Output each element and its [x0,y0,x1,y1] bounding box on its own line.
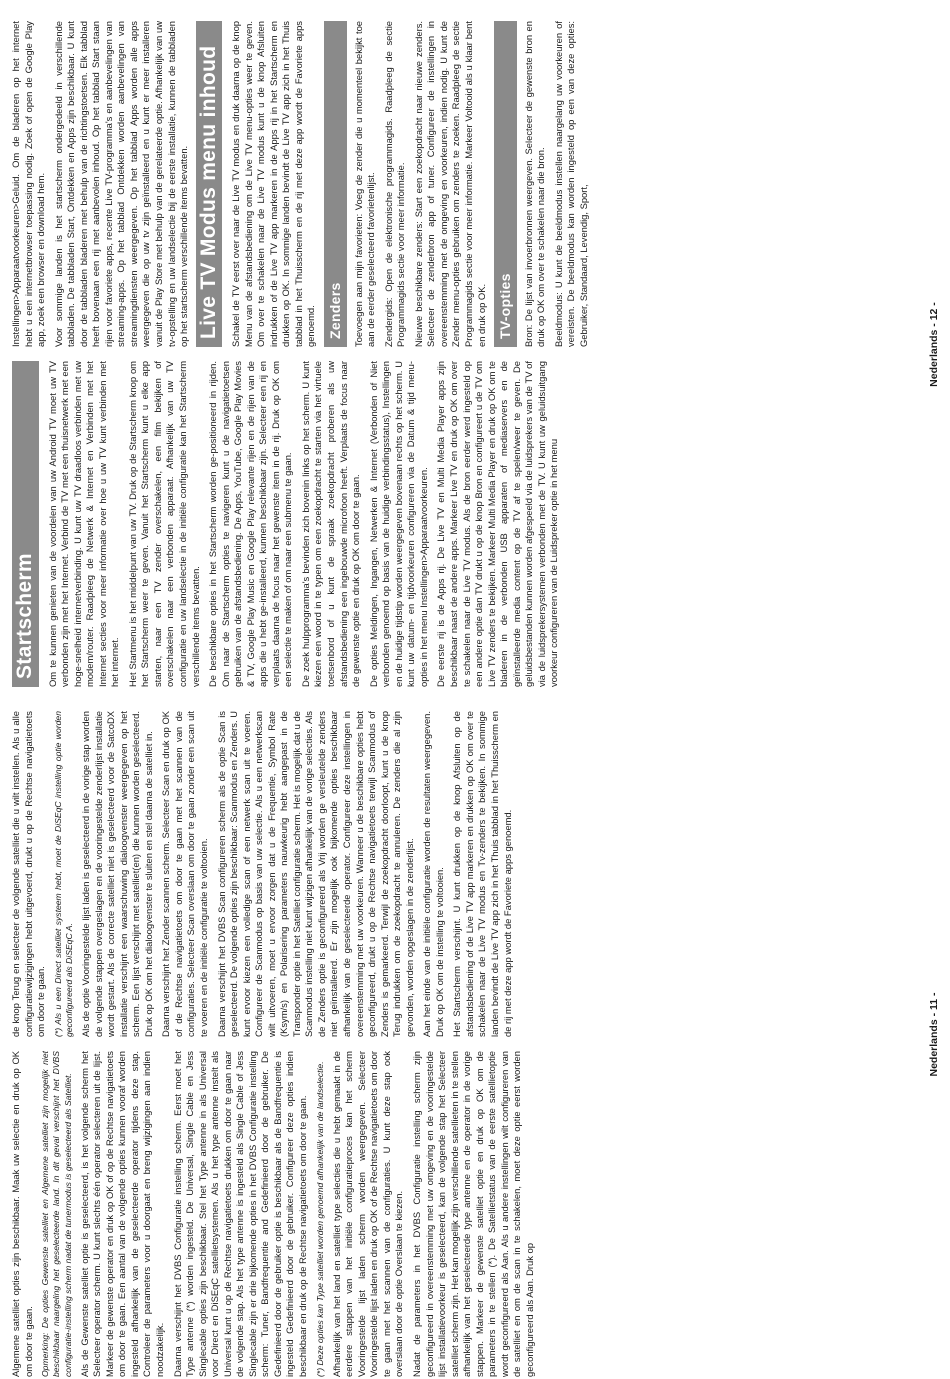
page-footer: Nederlands - 12 - [928,302,940,387]
paragraph: Het Startmenu is het middelpunt van uw TV. Druk op de Startscherm knop om het Startscherm weer te geven. Vanuit het Startscherm kunt u elke app starten, naar een TV zender overschakelen, een film bekijken of overschakelen naar een verbonden apparaat. Afhankelijk van uw TV configuratie en uw landselectie in de initiële configuratie kan het Startscherm verschillende items bevatten. [126,361,201,687]
note: (*) Deze opties kan Type satelliet worden genoemd afhankelijk van de landselectie. [314,1061,325,1377]
paragraph: Schakel de TV eerst over naar de Live TV modus en druk daarna op de knop Menu van de afstandsbediening om de Live TV menu-opties weer te geven. Om over te schakelen naar de Live TV modus kunt u de knop Afsluiten indrukken of de Live TV app markeren in de Apps rij in het Startscherm en drukken op OK. In sommige landen bevindt de Live TV app zich in het Thuis tabblad in het Thuisscherm en de rij met deze app wordt de Favoriete apps genoemd. [230,21,317,347]
paragraph: Voor sommige landen is het startscherm ondergedeeld in verschillende tabbladen. De tabbladen Start, Ontdekken en Apps zijn beschikbaar. U kunt door de tabbladen bladeren met behulp van de richtingstoetsen. Elk tabblad heeft bovenaan een rij met aanbevolen inhoud. Op het tabblad Start staan rijen voor favoriete apps, recente Live TV-programma's en aanbevelingen van streaming-apps. Op het tabblad Ontdekken worden aanbevelingen van streamingdiensten weergegeven. Op het tabblad Apps worden alle apps weergegeven die op uw tv zijn geïnstalleerd en u kunt er meer installeren vanuit de Play Store met behulp van de gerelateerde optie. Afhankelijk van uw tv-opstelling en uw landselectie bij de eerste installatie, kunnen de tabbladen op het startscherm verschillende items bevatten. [52,21,190,347]
paragraph: Bron: De lijst van invoerbronnen weergeven. Selecteer de gewenste bron en druk op OK om over te schakelen naar die bron. [522,21,547,347]
paragraph: Nadat de parameters in het DVBS Configuratie instelling scherm zijn geconfigureerd in overeenstemming met uw omgeving en de vooringestelde lijst installatievoorkeur is geselecteerd, kan de volgende stap het Selecteer satelliet scherm zijn. Het kan mogelijk zijn verschillende satellieten in te stellen afhankelijk van het geselecteerde type antenne en de operator in de vorige stappen. Markeer de gewenste satelliet optie en druk op OK om de parameters in te stellen (*). De Satellietstatus van de eerste satellietoptie wordt geconfigureerd als Aan. Als u andere instellingen wilt configureren van de satelliet en om de scan in te schakelen, moet deze optie eerst worden geconfigureerd als Aan. Druk op [411,1051,535,1377]
paragraph: Afhankelijk van het land en satelliet type selecties die u hebt gemaakt in de eerdere stappen van het initiële configuratieproces kan het scherm Vooringestelde lijst laden scherm worden weergegeven. Selecteer Vooringestelde lijst laden en druk op OK of de Rechtse navigatietoets om door te gaan met het scannen van de configuraties. U kunt deze stap ook overslaan door de optie Overslaan te kiezen. [330,1051,405,1377]
paragraph: Beeldmodus: U kunt de beeldmodus instellen naargelang uw voorkeuren of vereisten. De beeldmodus kan worden ingesteld op een van deze opties: Gebruiker, Standaard, Levendig, Sport, [552,21,589,347]
paragraph: Daarna verschijnt het DVBS Scan configureren scherm als de optie Scan is geselecteerd. De volgende opties zijn beschikbaar: Scanmodus en Zenders. U kunt ervoor kiezen een volledige scan of een netwerk scan uit te voeren. Configureer de Scanmodus op basis van uw selectie. Als u een netwerkscan wilt uitvoeren, moet u ervoor zorgen dat u de Frequentie, Symbol Rate (Ksym/s) en Polarisering parameters nauwkeurig hebt aangepast in de Transponder optie in het Satelliet configuratie scherm. Het is mogelijk dat u de Scanmodus instelling niet kunt wijzigen afhankelijk van de vorige selecties. Als de Zenders optie is geconfigureerd als Vrij worden ge versleutelde zenders niet geïnstalleerd. Er zijn mogelijk ook bijkomende opties beschikbaar afhankelijk van de geselecteerde operator. Configureer deze instellingen in overeenstemming met uw voorkeuren. Wanneer u de beschikbare opties hebt geconfigureerd, drukt u op de Rechtse navigatietoets terwijl Scanmodus of Zenders is gemarkeerd. Terwijl de zoekopdracht doorloopt, kunt u de knop Terug indrukken om de zoekopdracht te annuleren. De zenders die al zijn gevonden, worden opgeslagen in de zenderlijst. [215,711,415,1037]
paragraph: Daarna verschijnt het DVBS Configuratie instelling scherm. Eerst moet het Type antenne (*) worden ingesteld. De Universal, Single Cable en Jess Singlecable opties zijn beschikbaar. Stel het Type antenne in als Universal voor Direct en DiSEqC satellietsystemen. Als u het type antenne instelt als Universal kunt u op de Rechtse navigatietoets drukken om door te gaan naar de volgende stap. Als het type antenne is ingesteld als Single Cable of Jess Singlecable zijn er drie bijkomende opties in het DVBS Configuratie instelling scherm: Tuner, Bandfrequentie and Gedefinieerd door de gebruiker. De Gedefinieerd door de gebruiker optie is beschikbaar als de Bandfrequentie is ingesteld Gedefinieerd door de gebruiker. Configureer deze opties indien beschikbaar en druk op de Rechtse navigatietoets om door te gaan. [171,1051,308,1377]
paragraph: Zendergids: Open de elektronische programmagids. Raadpleeg de sectie Programmagids sectie voor meer informatie. [382,21,407,347]
paragraph: Als de optie Vooringestelde lijst laden is geselecteerd in de vorige stap worden de volgende stappen overgeslagen en de vooringestelde zenderlijst installatie wordt gestart. Als de correcte satelliet niet is geselecteerd voor de SatcoDX installatie verschijnt een waarschuwing dialoogvenster weergegeven op het scherm. Een lijst verschijnt met satelliet(en) die kunnen worden geselecteerd. Druk op OK om het dialoogvenster te sluiten en stel daarna de satelliet in. [80,711,154,1037]
section-heading: Live TV Modus menu inhoud [196,21,223,347]
paragraph: Als de Gewenste satelliet optie is geselecteerd, is het volgende scherm het Selecteer operator scherm. U kunt slechts één operator selecteren uit de lijst. Markeer de gewenste operator en druk op OK of op de Rechtse navigatietoets om door te gaan. Een aantal van de volgende opties kunnen vooraf worden ingesteld afhankelijk van de geselecteerde operator tijdens deze stap. Controleer de parameters voor u doorgaat en breng wijzigingen aan indien noodzakelijk. [78,1051,165,1377]
paragraph: Het Startscherm verschijnt. U kunt drukken op de knop Afsluiten op de afstandsbediening of de Live TV app markeren en drukken op OK om over te schakelen naar de Live TV modus en Tv-zenders te bekijken. In sommige landen bevindt de Live TV app zich in het Thuis tabblad in het Thuisscherm en de rij met deze app wordt de Favoriete apps genoemd. [451,711,513,1037]
paragraph: Algemene satelliet opties zijn beschikbaar. Maak uw selectie en druk op OK om door te gaan. [10,1051,34,1377]
section-heading: Startscherm [12,361,39,687]
paragraph: Instellingen>Apparaatvoorkeuren>Geluid. Om de bladeren op het internet hebt u een internetbrowser toepassing nodig. Zoek of open de Google Play app, zoek een browser en download hem. [10,21,47,347]
page-12-column-1 [10,361,910,687]
page-12 [0,2,950,687]
note: (*) Als u een Direct satelliet systeem hebt, moet de DiSEqC instelling optie worden geconfigureerd als DiSEqC A. [52,711,74,1037]
paragraph: Om te kunnen genieten van de voordelen van uw Android TV moet uw TV verbonden zijn met het Internet. Verbind de TV met een thuisnetwerk met een hoge-snelheid internetverbinding. U kunt uw TV draadloos verbinden met uw modem/router. Raadpleeg de Netwerk & Internet en Verbinden met het Internet secties voor meer informatie over hoe u uw TV kunt verbinden met het internet. [46,361,121,687]
subsection-heading: TV-opties [494,21,517,347]
paragraph: Daarna verschijnt het Zender scannen scherm. Selecteer Scan en druk op OK of de Rechtse navigatietoets om door te gaan met het scannen van de configuraties. Selecteer Scan overslaan om door te gaan zonder een scan uit te voeren en de initiële configuratie te voltooien. [160,711,209,1037]
paragraph: De zoek hulpprogramma's bevinden zich bovenin links op het scherm. U kunt kiezen een woord in te typen om een zoekopdracht te starten via het virtuele toetsenbord of u kunt de spraak zoekopdracht proberen als uw afstandsbediening een ingebouwde microfoon heeft. Verplaats de focus naar de gewenste optie en druk op OK om door te gaan. [299,361,362,687]
page-11-column-2 [10,711,910,1037]
paragraph: de knop Terug en selecteer de volgende satelliet die u wilt instellen. Als u alle configuratiewijzigingen hebt uitgevoerd, drukt u op de Rechtse navigatietoets om door te gaan. [10,711,47,1037]
paragraph: Nieuwe beschikbare zenders: Start een zoekopdracht naar nieuwe zenders. Selecteer de zenderbron app of tuner. Configureer de instellingen in overeenstemming met de omgeving en voorkeuren, indien nodig. U kunt de Zender menu-opties gebruiken om zenders te zoeken. Raadpleeg de sectie Programmagids sectie voor meer informatie. Markeer Voltooid als u klaar bent en druk op OK. [412,21,487,347]
page-12-column-2 [10,21,910,347]
paragraph: Toevoegen aan mijn favorieten: Voeg de zender die u momenteel bekijkt toe aan de eerder geselecteerd favorietenlijst. [352,21,377,347]
paragraph: De opties Meldingen, Ingangen, Netwerken & Internet (Verbonden of Niet verbonden genoemd op basis van de huidige verbindingsstatus), Instellingen en de huidige tijdstip worden weergegeven bovenaan rechts op het scherm. U kunt uw datum- en tijdvoorkeuren configureren via de Datum & tijd menu-opties in het menu Instellingen>Apparaatvoorkeuren. [367,361,429,687]
page-footer: Nederlands - 11 - [928,992,940,1077]
paragraph: De eerste rij is de Apps rij. De Live TV en Multi Media Player apps zijn beschikbaar naast de andere apps. Markeer Live TV en druk op OK om over te schakelen naar de Live TV modus. Als de bron eerder werd ingesteld op een andere optie dan TV drukt u op de knop Bron en configureert u de TV om Live TV zenders te bekijken. Markeer Multi Media Player en druk op OK om te bladeren in de verbonden USB apparaten of mediaservers en de geïnstalleerde media content op de TV af te spelen/weer te geven. De geluidsbestanden kunnen worden afgespeeld via de luidsprekers van de TV of via de luidsprekersystemen verbonden met de TV. U kunt uw geluidsuitgang voorkeur configureren van de Luidspreker optie in het menu [435,361,560,687]
page-11-column-1 [10,1051,910,1377]
note: Opmerking: De opties Gewenste satelliet en Algemene satelliet zijn mogelijk niet beschikbaar naargeling het geselecteerde land. In dit geval verschijnt het DVBS configuratie-instelling scherm nadat de tunermodus is geselecteerd als Satelliet. [40,1051,73,1377]
page-11 [0,692,950,1377]
subsection-heading: Zenders [324,21,347,347]
paragraph: Aan het einde van de initiële configuratie worden de resultaten weergegeven. Druk op OK om de instelling te voltooien. [421,711,445,1037]
paragraph: De beschikbare opties in het Startscherm worden ge-positioneerd in rijden. Om naar de Startscherm opties te navigeren kunt u de navigatietoetsen gebruiken van de afstandsbediening. De Apps, YouTube, Google Play Movies & TV, Google Play Music en Google Play relevante rijen en de rijen van de apps die u hebt ge-installeerd, kunnen beschikbaar zijn. Selecteer een rij en verplaats daarna de focus naar het gewenste item in de rij. Druk op OK om een selectie te maken of om naar een submenu te gaan. [207,361,294,687]
